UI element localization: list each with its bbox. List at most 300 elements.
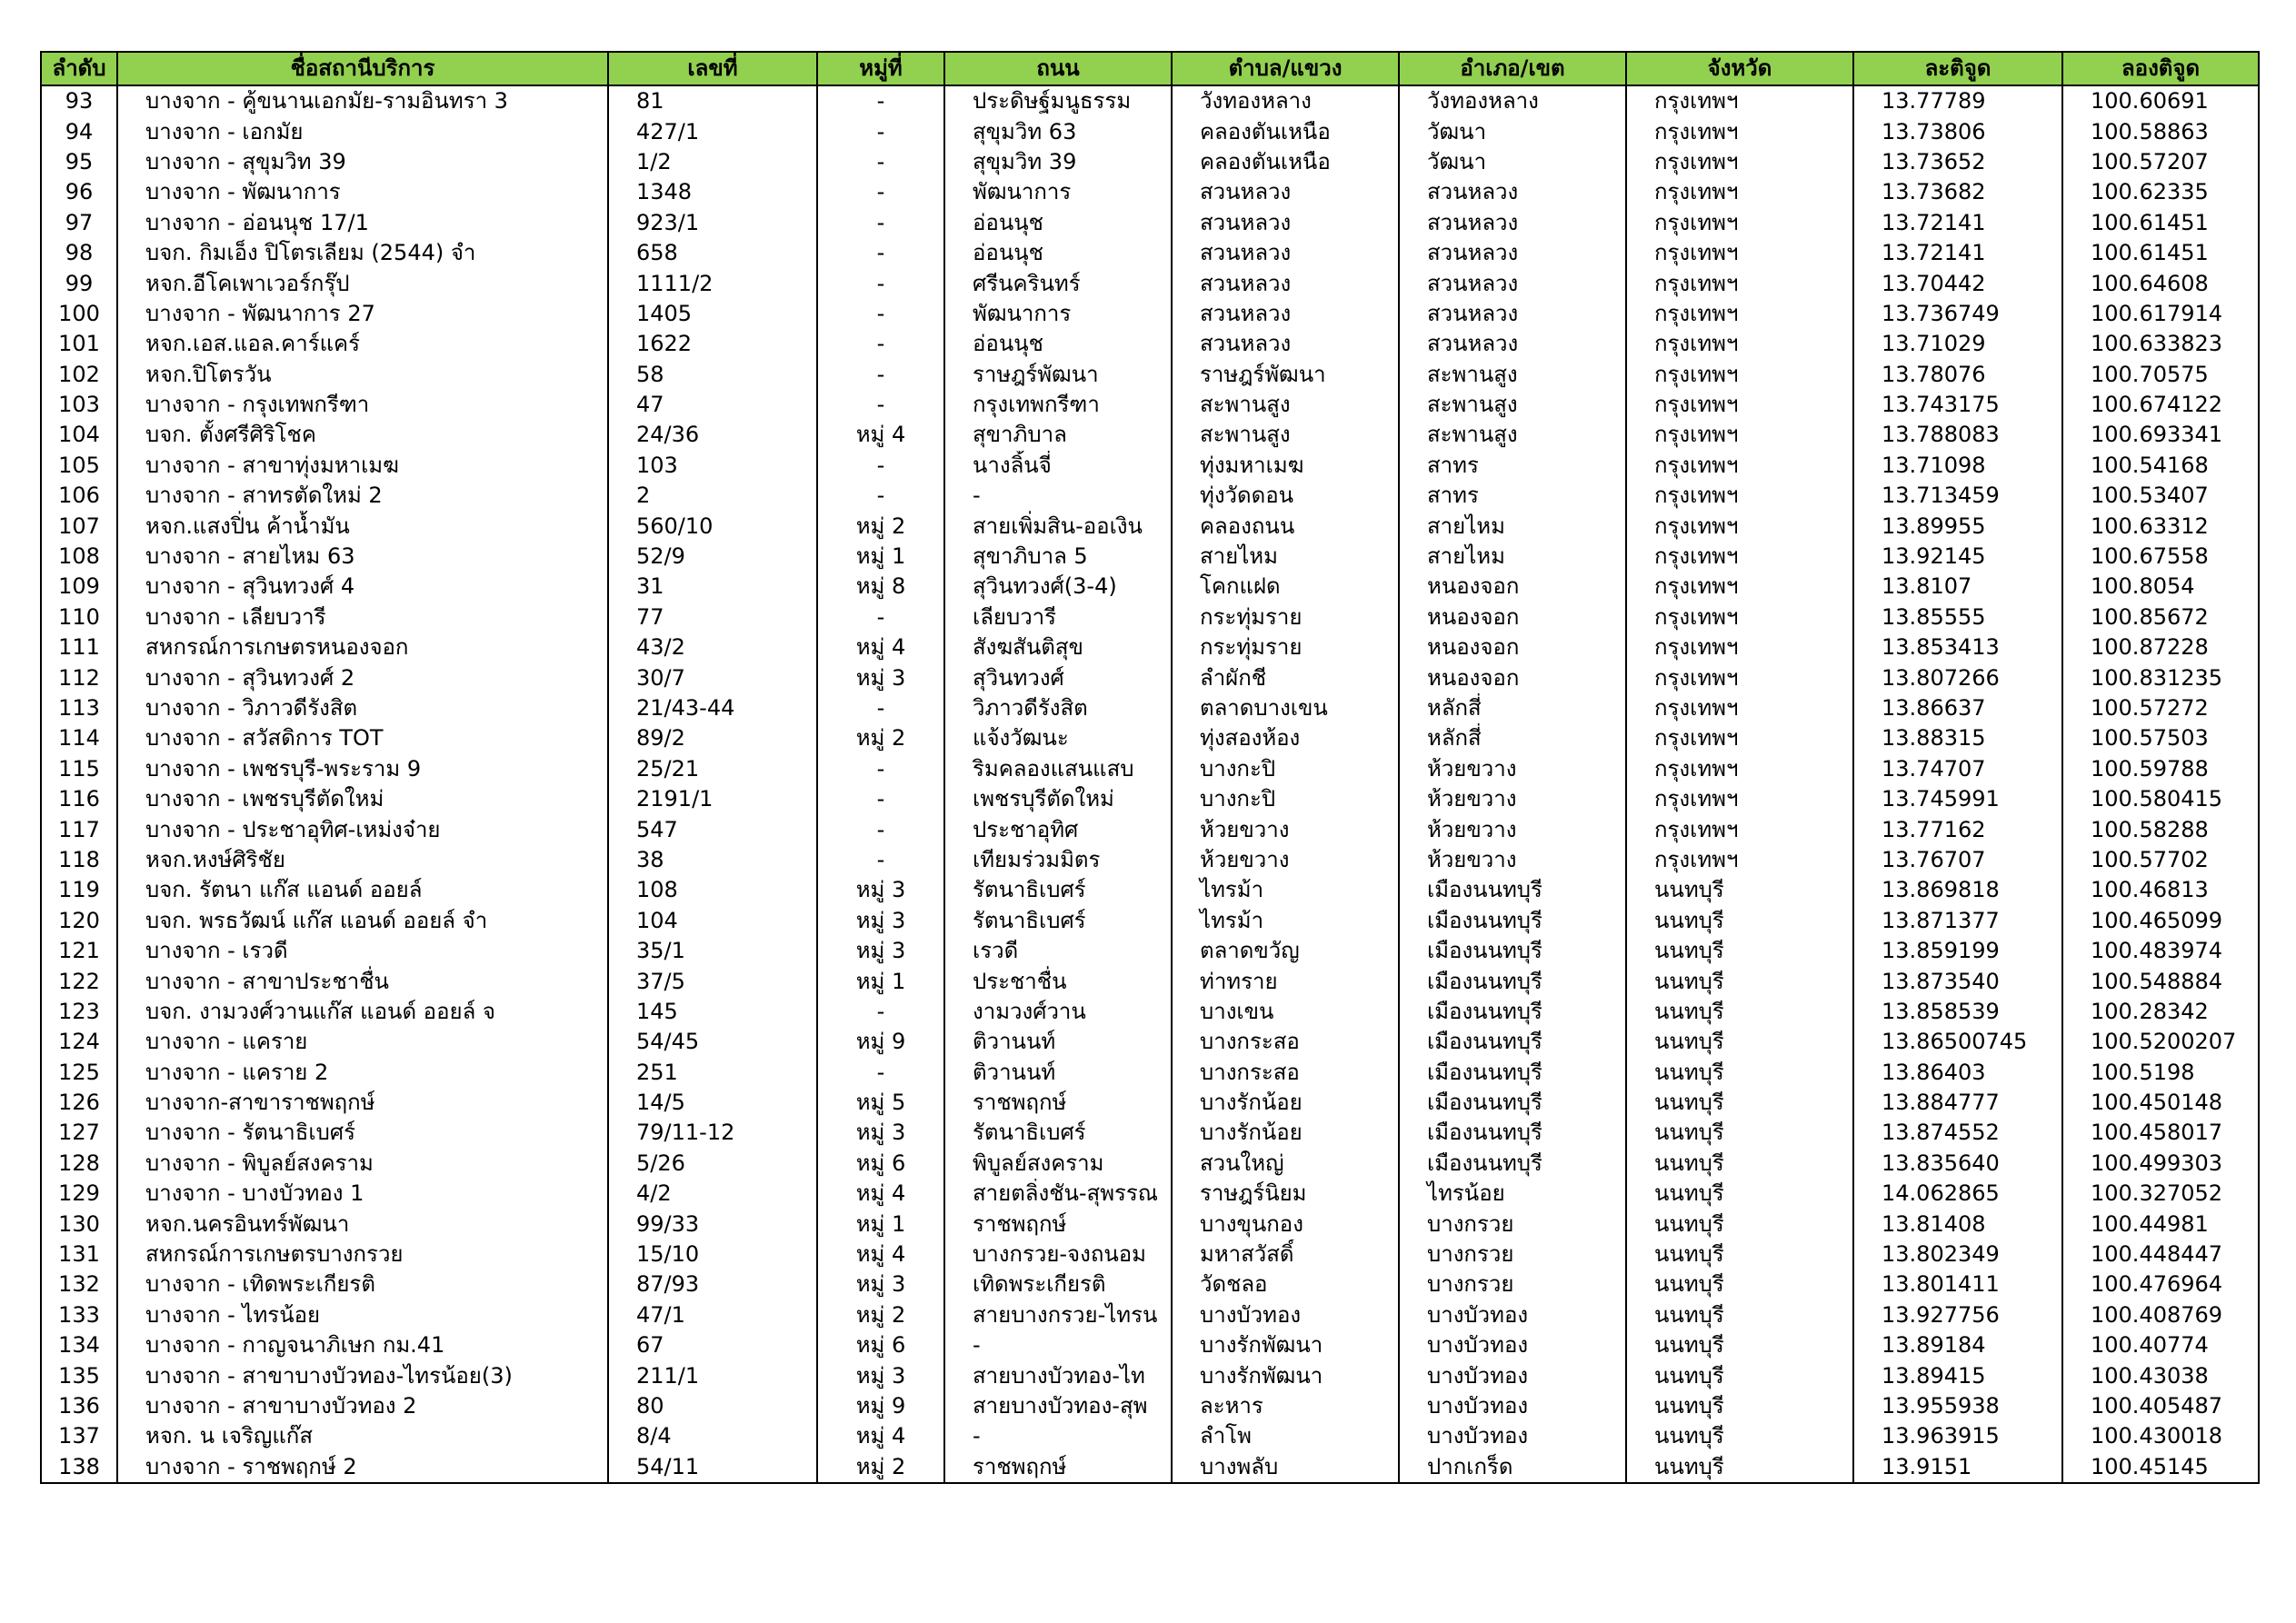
- col-header-province: จังหวัด: [1626, 52, 1853, 85]
- cell-subdistrict: สวนใหญ่: [1172, 1149, 1399, 1179]
- cell-longitude: 100.448447: [2062, 1240, 2259, 1270]
- cell-house-number: 99/33: [608, 1209, 817, 1239]
- cell-longitude: 100.57503: [2062, 723, 2259, 753]
- cell-province: นนทบุรี: [1626, 1240, 1853, 1270]
- cell-longitude: 100.8054: [2062, 572, 2259, 602]
- cell-district: วังทองหลาง: [1399, 85, 1626, 116]
- cell-subdistrict: ห้วยขวาง: [1172, 845, 1399, 875]
- cell-province: กรุงเทพฯ: [1626, 390, 1853, 420]
- cell-village-number: -: [817, 845, 944, 875]
- cell-subdistrict: คลองถนน: [1172, 511, 1399, 541]
- cell-road: สุวินทวงศ์(3-4): [944, 572, 1172, 602]
- cell-subdistrict: ราษฎร์พัฒนา: [1172, 360, 1399, 390]
- cell-village-number: -: [817, 268, 944, 298]
- cell-latitude: 13.853413: [1853, 632, 2062, 662]
- cell-district: เมืองนนทบุรี: [1399, 997, 1626, 1027]
- cell-road: เลียบวารี: [944, 602, 1172, 632]
- cell-house-number: 35/1: [608, 936, 817, 966]
- cell-longitude: 100.87228: [2062, 632, 2259, 662]
- cell-road: เทิดพระเกียรติ: [944, 1270, 1172, 1299]
- table-row: [41, 511, 2259, 541]
- cell-province: นนทบุรี: [1626, 1058, 1853, 1088]
- cell-house-number: 89/2: [608, 723, 817, 753]
- cell-village-number: หมู่ 4: [817, 420, 944, 450]
- cell-station-name: บางจาก - เรวดี: [117, 936, 608, 966]
- cell-latitude: 13.801411: [1853, 1270, 2062, 1299]
- cell-district: เมืองนนทบุรี: [1399, 1058, 1626, 1088]
- cell-subdistrict: สวนหลวง: [1172, 177, 1399, 207]
- cell-station-name: บางจาก - เอกมัย: [117, 116, 608, 146]
- cell-house-number: 103: [608, 451, 817, 481]
- cell-road: ประชาอุทิศ: [944, 814, 1172, 844]
- cell-longitude: 100.67558: [2062, 542, 2259, 572]
- cell-latitude: 13.743175: [1853, 390, 2062, 420]
- col-header-subdistrict: ตำบล/แขวง: [1172, 52, 1399, 85]
- cell-province: นนทบุรี: [1626, 1027, 1853, 1057]
- cell-latitude: 13.884777: [1853, 1088, 2062, 1118]
- table-row: [41, 1391, 2259, 1421]
- cell-subdistrict: สวนหลวง: [1172, 299, 1399, 329]
- cell-subdistrict: บางรักน้อย: [1172, 1088, 1399, 1118]
- cell-order: 110: [41, 602, 117, 632]
- cell-station-name: บจก. รัตนา แก๊ส แอนด์ ออยล์: [117, 875, 608, 905]
- cell-order: 116: [41, 784, 117, 814]
- cell-province: นนทบุรี: [1626, 1421, 1853, 1451]
- cell-village-number: หมู่ 4: [817, 632, 944, 662]
- cell-order: 128: [41, 1149, 117, 1179]
- cell-subdistrict: ทุ่งวัดดอน: [1172, 481, 1399, 511]
- cell-order: 136: [41, 1391, 117, 1421]
- col-header-house-number: เลขที่: [608, 52, 817, 85]
- station-table: [40, 51, 2260, 1484]
- cell-district: สาทร: [1399, 481, 1626, 511]
- cell-longitude: 100.58288: [2062, 814, 2259, 844]
- cell-house-number: 923/1: [608, 208, 817, 238]
- cell-latitude: 13.802349: [1853, 1240, 2062, 1270]
- cell-station-name: สหกรณ์การเกษตรหนองจอก: [117, 632, 608, 662]
- cell-house-number: 2: [608, 481, 817, 511]
- cell-village-number: -: [817, 85, 944, 116]
- cell-village-number: -: [817, 360, 944, 390]
- cell-station-name: บางจาก - ไทรน้อย: [117, 1300, 608, 1330]
- cell-village-number: หมู่ 4: [817, 1240, 944, 1270]
- cell-subdistrict: ทุ่งสองห้อง: [1172, 723, 1399, 753]
- cell-order: 131: [41, 1240, 117, 1270]
- cell-longitude: 100.633823: [2062, 329, 2259, 359]
- table-row: [41, 693, 2259, 723]
- cell-house-number: 5/26: [608, 1149, 817, 1179]
- cell-station-name: หจก.หงษ์ศิริชัย: [117, 845, 608, 875]
- cell-province: นนทบุรี: [1626, 1360, 1853, 1390]
- cell-province: กรุงเทพฯ: [1626, 299, 1853, 329]
- col-header-station-name: ชื่อสถานีบริการ: [117, 52, 608, 85]
- table-row: [41, 784, 2259, 814]
- cell-longitude: 100.476964: [2062, 1270, 2259, 1299]
- cell-station-name: บางจาก - บางบัวทอง 1: [117, 1179, 608, 1209]
- cell-road: -: [944, 1330, 1172, 1360]
- cell-station-name: บางจาก - สุวินทวงศ์ 4: [117, 572, 608, 602]
- cell-village-number: หมู่ 2: [817, 511, 944, 541]
- cell-longitude: 100.5200207: [2062, 1027, 2259, 1057]
- cell-district: บางกรวย: [1399, 1270, 1626, 1299]
- cell-house-number: 251: [608, 1058, 817, 1088]
- cell-house-number: 43/2: [608, 632, 817, 662]
- cell-district: ห้วยขวาง: [1399, 814, 1626, 844]
- cell-road: ประชาชื่น: [944, 966, 1172, 996]
- cell-station-name: บางจาก - วิภาวดีรังสิต: [117, 693, 608, 723]
- cell-road: งามวงศ์วาน: [944, 997, 1172, 1027]
- cell-order: 102: [41, 360, 117, 390]
- cell-subdistrict: สวนหลวง: [1172, 268, 1399, 298]
- cell-order: 132: [41, 1270, 117, 1299]
- cell-house-number: 24/36: [608, 420, 817, 450]
- cell-province: กรุงเทพฯ: [1626, 360, 1853, 390]
- cell-house-number: 80: [608, 1391, 817, 1421]
- cell-latitude: 13.77162: [1853, 814, 2062, 844]
- cell-village-number: หมู่ 1: [817, 542, 944, 572]
- cell-village-number: -: [817, 481, 944, 511]
- cell-village-number: หมู่ 8: [817, 572, 944, 602]
- table-row: [41, 1421, 2259, 1451]
- cell-station-name: บางจาก - สาขาทุ่งมหาเมฆ: [117, 451, 608, 481]
- cell-village-number: หมู่ 3: [817, 1118, 944, 1148]
- cell-latitude: 13.807266: [1853, 662, 2062, 692]
- cell-road: ราชพฤกษ์: [944, 1209, 1172, 1239]
- cell-station-name: บางจาก - พิบูลย์สงคราม: [117, 1149, 608, 1179]
- cell-longitude: 100.5198: [2062, 1058, 2259, 1088]
- table-row: [41, 1240, 2259, 1270]
- cell-road: ราชพฤกษ์: [944, 1088, 1172, 1118]
- cell-village-number: หมู่ 1: [817, 1209, 944, 1239]
- cell-order: 98: [41, 238, 117, 268]
- cell-latitude: 13.859199: [1853, 936, 2062, 966]
- cell-province: กรุงเทพฯ: [1626, 208, 1853, 238]
- cell-district: บางบัวทอง: [1399, 1300, 1626, 1330]
- table-row: [41, 814, 2259, 844]
- cell-village-number: หมู่ 3: [817, 936, 944, 966]
- cell-longitude: 100.43038: [2062, 1360, 2259, 1390]
- cell-order: 119: [41, 875, 117, 905]
- header-row: [41, 52, 2259, 85]
- cell-order: 101: [41, 329, 117, 359]
- cell-subdistrict: ท่าทราย: [1172, 966, 1399, 996]
- cell-province: กรุงเทพฯ: [1626, 845, 1853, 875]
- cell-subdistrict: บางเขน: [1172, 997, 1399, 1027]
- cell-district: บางบัวทอง: [1399, 1421, 1626, 1451]
- cell-house-number: 37/5: [608, 966, 817, 996]
- cell-station-name: บางจาก - แคราย: [117, 1027, 608, 1057]
- cell-province: กรุงเทพฯ: [1626, 602, 1853, 632]
- cell-district: บางบัวทอง: [1399, 1360, 1626, 1390]
- cell-longitude: 100.831235: [2062, 662, 2259, 692]
- cell-district: เมืองนนทบุรี: [1399, 1118, 1626, 1148]
- cell-house-number: 1111/2: [608, 268, 817, 298]
- cell-latitude: 13.713459: [1853, 481, 2062, 511]
- cell-province: นนทบุรี: [1626, 906, 1853, 936]
- cell-subdistrict: บางกะปิ: [1172, 754, 1399, 784]
- cell-latitude: 13.858539: [1853, 997, 2062, 1027]
- cell-longitude: 100.499303: [2062, 1149, 2259, 1179]
- cell-order: 104: [41, 420, 117, 450]
- cell-road: นางลิ้นจี่: [944, 451, 1172, 481]
- cell-province: กรุงเทพฯ: [1626, 511, 1853, 541]
- cell-road: อ่อนนุช: [944, 208, 1172, 238]
- cell-village-number: -: [817, 693, 944, 723]
- cell-village-number: -: [817, 116, 944, 146]
- cell-order: 134: [41, 1330, 117, 1360]
- cell-station-name: บางจาก - สาขาประชาชื่น: [117, 966, 608, 996]
- cell-district: หนองจอก: [1399, 602, 1626, 632]
- cell-district: หลักสี่: [1399, 693, 1626, 723]
- table-row: [41, 1149, 2259, 1179]
- table-row: [41, 632, 2259, 662]
- cell-longitude: 100.674122: [2062, 390, 2259, 420]
- cell-latitude: 13.92145: [1853, 542, 2062, 572]
- cell-subdistrict: คลองตันเหนือ: [1172, 147, 1399, 177]
- cell-district: บางกรวย: [1399, 1209, 1626, 1239]
- table-row: [41, 1300, 2259, 1330]
- cell-subdistrict: ไทรม้า: [1172, 875, 1399, 905]
- cell-house-number: 38: [608, 845, 817, 875]
- table-row: [41, 906, 2259, 936]
- cell-province: กรุงเทพฯ: [1626, 177, 1853, 207]
- cell-longitude: 100.45145: [2062, 1452, 2259, 1483]
- cell-road: วิภาวดีรังสิต: [944, 693, 1172, 723]
- cell-order: 138: [41, 1452, 117, 1483]
- table-row: [41, 1088, 2259, 1118]
- cell-station-name: บางจาก - อ่อนนุช 17/1: [117, 208, 608, 238]
- table-row: [41, 177, 2259, 207]
- col-header-longitude: ลองติจูด: [2062, 52, 2259, 85]
- cell-village-number: -: [817, 390, 944, 420]
- cell-longitude: 100.57272: [2062, 693, 2259, 723]
- cell-village-number: หมู่ 9: [817, 1027, 944, 1057]
- cell-latitude: 13.963915: [1853, 1421, 2062, 1451]
- cell-house-number: 87/93: [608, 1270, 817, 1299]
- cell-longitude: 100.408769: [2062, 1300, 2259, 1330]
- cell-province: กรุงเทพฯ: [1626, 754, 1853, 784]
- table-row: [41, 572, 2259, 602]
- cell-longitude: 100.28342: [2062, 997, 2259, 1027]
- table-row: [41, 1270, 2259, 1299]
- cell-house-number: 14/5: [608, 1088, 817, 1118]
- cell-station-name: บางจาก - สาขาบางบัวทอง-ไทรน้อย(3): [117, 1360, 608, 1390]
- cell-subdistrict: โคกแฝด: [1172, 572, 1399, 602]
- table-row: [41, 1058, 2259, 1088]
- cell-latitude: 13.72141: [1853, 238, 2062, 268]
- cell-longitude: 100.327052: [2062, 1179, 2259, 1209]
- cell-village-number: หมู่ 2: [817, 723, 944, 753]
- cell-house-number: 31: [608, 572, 817, 602]
- cell-house-number: 81: [608, 85, 817, 116]
- cell-latitude: 13.745991: [1853, 784, 2062, 814]
- cell-village-number: หมู่ 5: [817, 1088, 944, 1118]
- cell-province: นนทบุรี: [1626, 966, 1853, 996]
- cell-house-number: 427/1: [608, 116, 817, 146]
- cell-latitude: 13.86500745: [1853, 1027, 2062, 1057]
- cell-subdistrict: กระทุ่มราย: [1172, 602, 1399, 632]
- cell-district: สายไหม: [1399, 542, 1626, 572]
- cell-order: 117: [41, 814, 117, 844]
- cell-latitude: 13.70442: [1853, 268, 2062, 298]
- cell-province: กรุงเทพฯ: [1626, 116, 1853, 146]
- cell-village-number: -: [817, 177, 944, 207]
- cell-house-number: 58: [608, 360, 817, 390]
- cell-district: สวนหลวง: [1399, 238, 1626, 268]
- cell-road: สังฆสันติสุข: [944, 632, 1172, 662]
- cell-station-name: สหกรณ์การเกษตรบางกรวย: [117, 1240, 608, 1270]
- cell-subdistrict: ห้วยขวาง: [1172, 814, 1399, 844]
- cell-order: 124: [41, 1027, 117, 1057]
- cell-village-number: -: [817, 299, 944, 329]
- cell-house-number: 145: [608, 997, 817, 1027]
- table-row: [41, 542, 2259, 572]
- col-header-latitude: ละติจูด: [1853, 52, 2062, 85]
- cell-station-name: บางจาก - สวัสดิการ TOT: [117, 723, 608, 753]
- cell-district: เมืองนนทบุรี: [1399, 966, 1626, 996]
- cell-province: กรุงเทพฯ: [1626, 693, 1853, 723]
- cell-house-number: 15/10: [608, 1240, 817, 1270]
- cell-subdistrict: บางกระสอ: [1172, 1027, 1399, 1057]
- cell-subdistrict: ไทรม้า: [1172, 906, 1399, 936]
- col-header-order: ลำดับ: [41, 52, 117, 85]
- cell-longitude: 100.61451: [2062, 208, 2259, 238]
- cell-province: กรุงเทพฯ: [1626, 784, 1853, 814]
- table-row: [41, 390, 2259, 420]
- table-row: [41, 1027, 2259, 1057]
- cell-order: 125: [41, 1058, 117, 1088]
- cell-station-name: บางจาก - ราชพฤกษ์ 2: [117, 1452, 608, 1483]
- cell-village-number: หมู่ 4: [817, 1179, 944, 1209]
- cell-station-name: บางจาก - สาทรตัดใหม่ 2: [117, 481, 608, 511]
- table-row: [41, 1179, 2259, 1209]
- cell-longitude: 100.617914: [2062, 299, 2259, 329]
- cell-road: สุขาภิบาล 5: [944, 542, 1172, 572]
- cell-district: สวนหลวง: [1399, 329, 1626, 359]
- cell-house-number: 108: [608, 875, 817, 905]
- cell-village-number: หมู่ 3: [817, 875, 944, 905]
- cell-district: ห้วยขวาง: [1399, 845, 1626, 875]
- cell-road: สายบางบัวทอง-ไท: [944, 1360, 1172, 1390]
- cell-order: 114: [41, 723, 117, 753]
- cell-order: 109: [41, 572, 117, 602]
- table-row: [41, 1330, 2259, 1360]
- cell-district: ปากเกร็ด: [1399, 1452, 1626, 1483]
- cell-village-number: หมู่ 3: [817, 1270, 944, 1299]
- cell-district: วัฒนา: [1399, 147, 1626, 177]
- cell-longitude: 100.580415: [2062, 784, 2259, 814]
- cell-province: กรุงเทพฯ: [1626, 481, 1853, 511]
- cell-station-name: หจก.ปิโตรวัน: [117, 360, 608, 390]
- cell-order: 105: [41, 451, 117, 481]
- cell-district: สวนหลวง: [1399, 177, 1626, 207]
- cell-province: นนทบุรี: [1626, 1088, 1853, 1118]
- station-table-sheet: [40, 51, 2260, 1484]
- cell-province: กรุงเทพฯ: [1626, 85, 1853, 116]
- cell-village-number: -: [817, 1058, 944, 1088]
- cell-station-name: หจก.อีโคเพาเวอร์กรุ๊ป: [117, 268, 608, 298]
- cell-station-name: หจก.นครอินทร์พัฒนา: [117, 1209, 608, 1239]
- table-row: [41, 602, 2259, 632]
- cell-latitude: 13.73806: [1853, 116, 2062, 146]
- table-row: [41, 360, 2259, 390]
- cell-longitude: 100.548884: [2062, 966, 2259, 996]
- cell-province: กรุงเทพฯ: [1626, 268, 1853, 298]
- cell-subdistrict: บางรักพัฒนา: [1172, 1360, 1399, 1390]
- cell-province: นนทบุรี: [1626, 1118, 1853, 1148]
- cell-village-number: หมู่ 9: [817, 1391, 944, 1421]
- cell-province: นนทบุรี: [1626, 875, 1853, 905]
- cell-road: สุวินทวงศ์: [944, 662, 1172, 692]
- cell-longitude: 100.405487: [2062, 1391, 2259, 1421]
- cell-district: ห้วยขวาง: [1399, 784, 1626, 814]
- cell-latitude: 13.736749: [1853, 299, 2062, 329]
- cell-province: กรุงเทพฯ: [1626, 572, 1853, 602]
- cell-longitude: 100.60691: [2062, 85, 2259, 116]
- cell-subdistrict: บางขุนกอง: [1172, 1209, 1399, 1239]
- cell-longitude: 100.54168: [2062, 451, 2259, 481]
- table-row: [41, 662, 2259, 692]
- cell-district: บางบัวทอง: [1399, 1391, 1626, 1421]
- cell-subdistrict: สะพานสูง: [1172, 420, 1399, 450]
- cell-village-number: -: [817, 754, 944, 784]
- cell-village-number: -: [817, 814, 944, 844]
- cell-village-number: -: [817, 784, 944, 814]
- cell-latitude: 13.72141: [1853, 208, 2062, 238]
- cell-road: ราษฎร์พัฒนา: [944, 360, 1172, 390]
- cell-road: สายเพิ่มสิน-ออเงิน: [944, 511, 1172, 541]
- cell-district: เมืองนนทบุรี: [1399, 1027, 1626, 1057]
- cell-district: สายไหม: [1399, 511, 1626, 541]
- cell-subdistrict: ทุ่งมหาเมฆ: [1172, 451, 1399, 481]
- cell-longitude: 100.64608: [2062, 268, 2259, 298]
- cell-station-name: หจก.แสงปิ่น ค้าน้ำมัน: [117, 511, 608, 541]
- cell-village-number: -: [817, 147, 944, 177]
- cell-road: สายบางบัวทอง-สุพ: [944, 1391, 1172, 1421]
- cell-house-number: 1/2: [608, 147, 817, 177]
- cell-district: สะพานสูง: [1399, 390, 1626, 420]
- cell-latitude: 13.78076: [1853, 360, 2062, 390]
- cell-road: สุขาภิบาล: [944, 420, 1172, 450]
- cell-latitude: 13.76707: [1853, 845, 2062, 875]
- cell-station-name: บางจาก - เลียบวารี: [117, 602, 608, 632]
- cell-village-number: หมู่ 6: [817, 1149, 944, 1179]
- cell-latitude: 13.86403: [1853, 1058, 2062, 1088]
- cell-road: สายตลิ่งชัน-สุพรรณ: [944, 1179, 1172, 1209]
- cell-road: สุขุมวิท 63: [944, 116, 1172, 146]
- cell-longitude: 100.465099: [2062, 906, 2259, 936]
- cell-latitude: 13.71029: [1853, 329, 2062, 359]
- cell-latitude: 13.8107: [1853, 572, 2062, 602]
- cell-longitude: 100.450148: [2062, 1088, 2259, 1118]
- cell-latitude: 13.88315: [1853, 723, 2062, 753]
- cell-order: 135: [41, 1360, 117, 1390]
- cell-road: พัฒนาการ: [944, 177, 1172, 207]
- cell-order: 115: [41, 754, 117, 784]
- cell-longitude: 100.63312: [2062, 511, 2259, 541]
- cell-order: 108: [41, 542, 117, 572]
- cell-longitude: 100.430018: [2062, 1421, 2259, 1451]
- cell-district: เมืองนนทบุรี: [1399, 1149, 1626, 1179]
- cell-road: -: [944, 1421, 1172, 1451]
- col-header-road: ถนน: [944, 52, 1172, 85]
- cell-road: ติวานนท์: [944, 1058, 1172, 1088]
- table-row: [41, 936, 2259, 966]
- cell-house-number: 4/2: [608, 1179, 817, 1209]
- cell-station-name: บจก. งามวงศ์วานแก๊ส แอนด์ ออยล์ จ: [117, 997, 608, 1027]
- cell-province: กรุงเทพฯ: [1626, 723, 1853, 753]
- cell-province: นนทบุรี: [1626, 1209, 1853, 1239]
